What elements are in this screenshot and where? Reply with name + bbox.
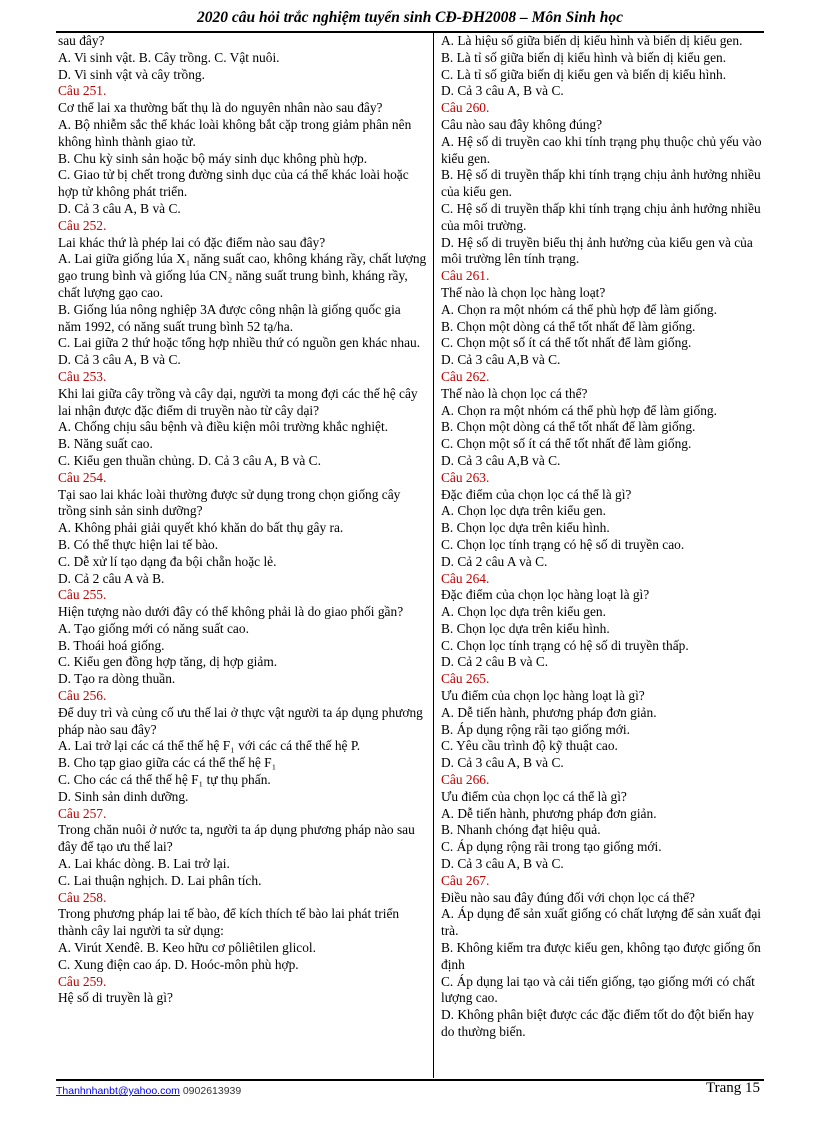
question-text: B. Chọn lọc dựa trên kiểu hình. <box>441 620 610 636</box>
question-text: D. Cả 3 câu A, B và C. <box>58 200 181 216</box>
question-text: D. Vi sinh vật và cây trồng. <box>58 66 205 82</box>
question-text: Để duy trì và củng cố ưu thế lai ở thực vật người ta áp dụng phương pháp nào sau đây? <box>58 704 423 737</box>
question-text: D. Cả 3 câu A, B và C. <box>58 352 181 368</box>
question-number: Câu 263. <box>441 469 490 485</box>
question-text: C. Áp dụng rộng rãi trong tạo giống mới. <box>441 839 662 855</box>
question-text: C. Hệ số di truyền thấp khi tính trạng chịu ảnh hưởng nhiều của môi trường. <box>441 200 761 233</box>
question-text: sau đây? <box>58 33 105 48</box>
question-number: Câu 261. <box>441 268 490 284</box>
question-text: Thế nào là chọn lọc cá thể? <box>441 385 588 401</box>
question-text: A. Hệ số di truyền cao khi tính trạng phụ thuộc chủ yếu vào kiểu gen. <box>441 133 762 166</box>
question-text: D. Cả 3 câu A, B và C. <box>441 856 564 872</box>
question-text: B. Là tỉ số giữa biến dị kiểu hình và biến dị kiểu gen. <box>441 49 727 65</box>
page-number: Trang 15 <box>705 1080 760 1096</box>
question-text: B. Không kiểm tra được kiểu gen, không tạo được giống ổn định <box>441 940 761 972</box>
question-text: A. Không phải giải quyết khó khăn do bất thụ gây ra. <box>58 520 344 536</box>
question-text: C. Cho các cá thể thế hệ F₁ tự thụ phấn. <box>58 772 271 788</box>
right-column <box>441 33 766 1078</box>
question-number: Câu 254. <box>58 469 107 485</box>
question-text: Trong phương pháp lai tế bào, để kích thích tế bào lai phát triển thành cây lai người ta sử dụng: <box>58 906 400 939</box>
question-text: A. Chọn lọc dựa trên kiểu gen. <box>441 503 606 519</box>
question-text: C. Kiểu gen đồng hợp tăng, dị hợp giảm. <box>58 654 278 670</box>
question-text: C. Yêu cầu trình độ kỹ thuật cao. <box>441 738 618 754</box>
page-header-title: 2020 câu hỏi trắc nghiệm tuyển sinh CĐ-ĐH2008 – Môn Sinh học <box>197 9 623 26</box>
question-number: Câu 258. <box>58 889 107 905</box>
question-number: Câu 259. <box>58 973 107 989</box>
question-text: A. Dễ tiến hành, phương pháp đơn giản. <box>441 704 657 720</box>
question-text: Ưu điểm của chọn lọc hàng loạt là gì? <box>441 688 645 704</box>
question-text: C. Chọn lọc tính trạng có hệ số di truyền thấp. <box>441 637 689 653</box>
question-text: C. Giao tử bị chết trong đường sinh dục của cá thể khác loài hoặc hợp tử không phát triển. <box>58 167 409 200</box>
question-number: Câu 252. <box>58 217 107 233</box>
question-text: Đặc điểm của chọn lọc hàng loạt là gì? <box>441 587 650 603</box>
question-text: C. Lai giữa 2 thứ hoặc tổng hợp nhiều thứ có nguồn gen khác nhau. <box>58 335 421 351</box>
question-text: C. Chọn một số ít cá thể tốt nhất để làm giống. <box>441 335 692 351</box>
question-text: Cơ thể lai xa thường bất thụ là do nguyên nhân nào sau đây? <box>58 100 383 116</box>
column-divider <box>433 33 434 1078</box>
question-text: A. Bộ nhiễm sắc thể khác loài không bắt cặp trong giảm phân nên không hình thành giao tử. <box>58 116 412 149</box>
question-text: D. Cả 2 câu B và C. <box>441 654 549 670</box>
question-text: D. Cả 3 câu A, B và C. <box>441 755 564 771</box>
question-text: A. Là hiệu số giữa biến dị kiểu hình và biến dị kiểu gen. <box>441 33 743 48</box>
question-text: A. Lai khác dòng. B. Lai trở lại. <box>58 856 230 872</box>
question-text: B. Giống lúa nông nghiệp 3A được công nhận là giống quốc gia năm 1992, có năng suất trung bình 52 tạ/ha. <box>58 301 401 334</box>
footer-contact <box>56 1085 241 1097</box>
footer-phone: 0902613939 <box>182 1085 242 1097</box>
question-text: Thế nào là chọn lọc hàng loạt? <box>441 284 606 300</box>
question-text: A. Chọn ra một nhóm cá thể phù hợp để làm giống. <box>441 301 717 317</box>
question-text: B. Chu kỳ sinh sản hoặc bộ máy sinh dục không phù hợp. <box>58 150 368 166</box>
question-text: B. Năng suất cao. <box>58 436 153 452</box>
question-text: C. Chọn lọc tính trạng có hệ số di truyền cao. <box>441 536 685 552</box>
question-text: C. Chọn một số ít cá thể tốt nhất để làm giống. <box>441 436 692 452</box>
question-text: C. Xung điện cao áp. D. Hoóc-môn phù hợp. <box>58 956 299 972</box>
question-text: Trong chăn nuôi ở nước ta, người ta áp dụng phương pháp nào sau đây để tạo ưu thế lai? <box>58 822 415 855</box>
question-text: A. Dễ tiến hành, phương pháp đơn giản. <box>441 805 657 821</box>
question-text: Khi lai giữa cây trồng và cây dại, người ta mong đợi các thế hệ cây lai nhận được đặc điểm di truyền nào từ cây dại? <box>58 385 418 418</box>
question-text: Câu nào sau đây không đúng? <box>441 116 603 132</box>
question-text: B. Thoái hoá giống. <box>58 637 165 653</box>
question-text: A. Lai giữa giống lúa X₁ năng suất cao, không kháng rầy, chất lượng gạo trung bình và giống lúa CN₂ năng suất trung bình, kháng rầy, chất lượng gạo cao. <box>58 251 427 300</box>
question-number: Câu 251. <box>58 83 107 99</box>
question-text: Điều nào sau đây đúng đối với chọn lọc cá thể? <box>441 889 695 905</box>
question-text: Ưu điểm của chọn lọc cá thể là gì? <box>441 788 627 804</box>
question-text: D. Không phân biệt được các đặc điểm tốt do đột biến hay do thường biến. <box>441 1007 754 1040</box>
question-text: D. Cả 2 câu A và B. <box>58 570 165 586</box>
question-number: Câu 253. <box>58 368 107 384</box>
question-text: C. Áp dụng lai tạo và cải tiến giống, tạo giống mới có chất lượng cao. <box>441 973 755 1006</box>
question-text: C. Là tỉ số giữa biến dị kiểu gen và biến dị kiểu hình. <box>441 66 727 82</box>
footer-email-link[interactable]: Thanhnhanbt@yahoo.com <box>56 1085 180 1097</box>
question-number: Câu 257. <box>58 805 107 821</box>
question-text: Hiện tượng nào dưới đây có thể không phải là do giao phối gần? <box>58 604 404 620</box>
question-number: Câu 256. <box>58 688 107 704</box>
question-text: B. Chọn lọc dựa trên kiểu hình. <box>441 520 610 536</box>
question-text: B. Nhanh chóng đạt hiệu quả. <box>441 822 601 838</box>
left-column <box>58 33 427 1078</box>
question-text: A. Chọn ra một nhóm cá thể phù hợp để làm giống. <box>441 402 717 418</box>
question-text: A. Chọn lọc dựa trên kiểu gen. <box>441 604 606 620</box>
question-text: B. Cho tạp giao giữa các cá thể thế hệ F₁ <box>58 755 277 771</box>
question-text: D. Cả 3 câu A,B và C. <box>441 352 561 368</box>
question-text: Đặc điểm của chọn lọc cá thể là gì? <box>441 486 632 502</box>
question-text: C. Kiểu gen thuần chủng. D. Cả 3 câu A, B và C. <box>58 452 321 468</box>
question-text: B. Áp dụng rộng rãi tạo giống mới. <box>441 721 630 737</box>
question-text: A. Tạo giống mới có năng suất cao. <box>58 620 249 636</box>
question-number: Câu 266. <box>441 772 490 788</box>
question-text: C. Lai thuận nghịch. D. Lai phân tích. <box>58 872 262 888</box>
question-text: Tại sao lai khác loài thường được sử dụng trong chọn giống cây trồng sinh sản sinh dưỡng? <box>58 486 401 519</box>
question-number: Câu 262. <box>441 368 490 384</box>
question-text: Hệ số di truyền là gì? <box>58 990 173 1006</box>
question-number: Câu 267. <box>441 872 490 888</box>
question-text: B. Có thể thực hiện lai tế bào. <box>58 536 219 552</box>
question-number: Câu 260. <box>441 100 490 116</box>
question-text: B. Chọn một dòng cá thể tốt nhất để làm giống. <box>441 318 696 334</box>
question-text: C. Dễ xử lí tạo dạng đa bội chẵn hoặc lẻ. <box>58 553 277 569</box>
question-text: Lai khác thứ là phép lai có đặc điểm nào sau đây? <box>58 234 326 250</box>
question-text: A. Vi sinh vật. B. Cây trồng. C. Vật nuôi. <box>58 49 280 65</box>
question-text: D. Hệ số di truyền biểu thị ảnh hưởng của kiểu gen và của môi trường lên tính trạng. <box>441 234 753 267</box>
question-text: A. Chống chịu sâu bệnh và điều kiện môi trường khắc nghiệt. <box>58 419 389 435</box>
question-text: D. Cả 3 câu A,B và C. <box>441 452 561 468</box>
question-text: D. Tạo ra dòng thuần. <box>58 671 176 687</box>
question-text: A. Lai trở lại các cá thể thế hệ F₁ với các cá thể thế hệ P. <box>58 738 361 754</box>
question-text: A. Áp dụng để sản xuất giống có chất lượng để sản xuất đại trà. <box>441 906 762 939</box>
question-text: B. Chọn một dòng cá thể tốt nhất để làm giống. <box>441 419 696 435</box>
question-number: Câu 265. <box>441 671 490 687</box>
question-text: A. Virút Xenđê. B. Keo hữu cơ pôliêtilen glicol. <box>58 940 316 956</box>
footer-rule <box>56 1079 764 1081</box>
question-text: B. Hệ số di truyền thấp khi tính trạng chịu ảnh hưởng nhiều của kiểu gen. <box>441 167 761 200</box>
question-text: D. Cả 2 câu A và C. <box>441 553 548 569</box>
question-text: D. Sinh sản dinh dưỡng. <box>58 788 189 804</box>
question-number: Câu 264. <box>441 570 490 586</box>
question-text: D. Cả 3 câu A, B và C. <box>441 83 564 99</box>
question-number: Câu 255. <box>58 587 107 603</box>
